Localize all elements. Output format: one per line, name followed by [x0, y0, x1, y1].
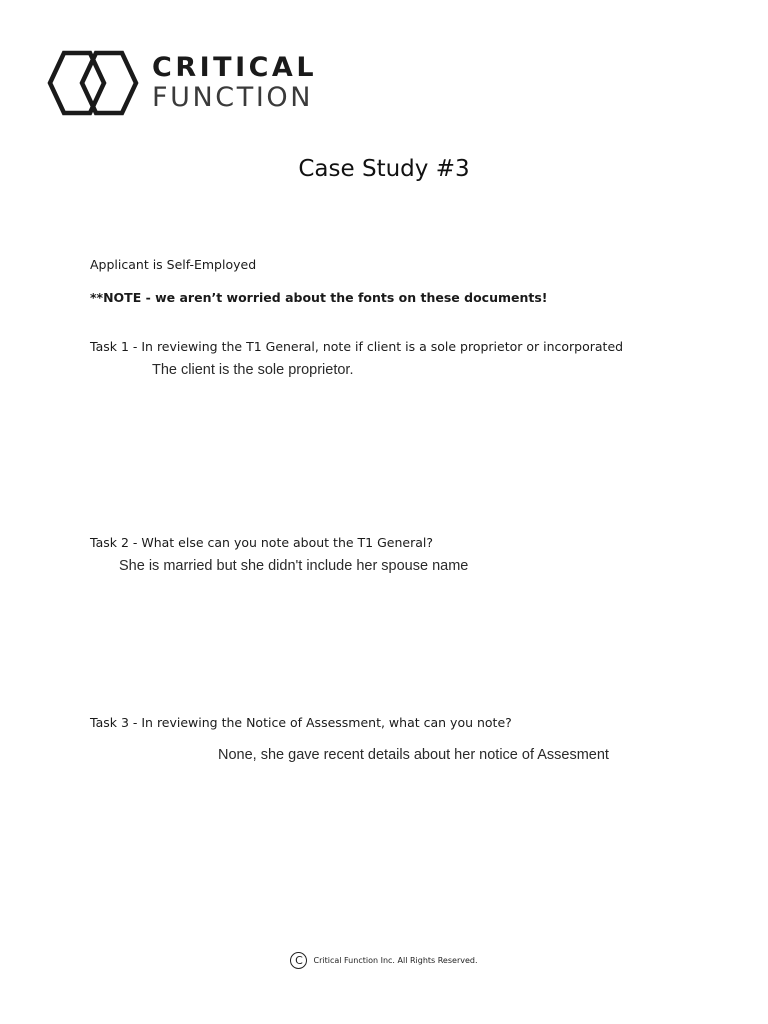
task-3-answer: None, she gave recent details about her notice of Assesment [218, 747, 609, 763]
company-logo [46, 46, 326, 120]
note-text: **NOTE - we aren’t worried about the fonts on these documents! [90, 290, 548, 305]
copyright-icon: C [290, 952, 307, 969]
logo-wordmark-bottom: FUNCTION [152, 82, 314, 113]
footer-copyright-text: Critical Function Inc. All Rights Reserved. [313, 956, 478, 965]
logo-wordmark-top: CRITICAL [152, 52, 318, 83]
task-2-question: Task 2 - What else can you note about the T1 General? [90, 535, 434, 550]
intro-text: Applicant is Self-Employed [90, 257, 257, 272]
task-1-question: Task 1 - In reviewing the T1 General, note if client is a sole proprietor or incorporated [90, 339, 624, 354]
task-2-answer: She is married but she didn't include her spouse name [119, 558, 469, 574]
page-title: Case Study #3 [298, 156, 470, 182]
task-1-answer: The client is the sole proprietor. [152, 362, 354, 378]
interlocking-hexagons-icon [46, 46, 142, 120]
footer [0, 952, 768, 969]
task-3-question: Task 3 - In reviewing the Notice of Assessment, what can you note? [90, 715, 512, 730]
